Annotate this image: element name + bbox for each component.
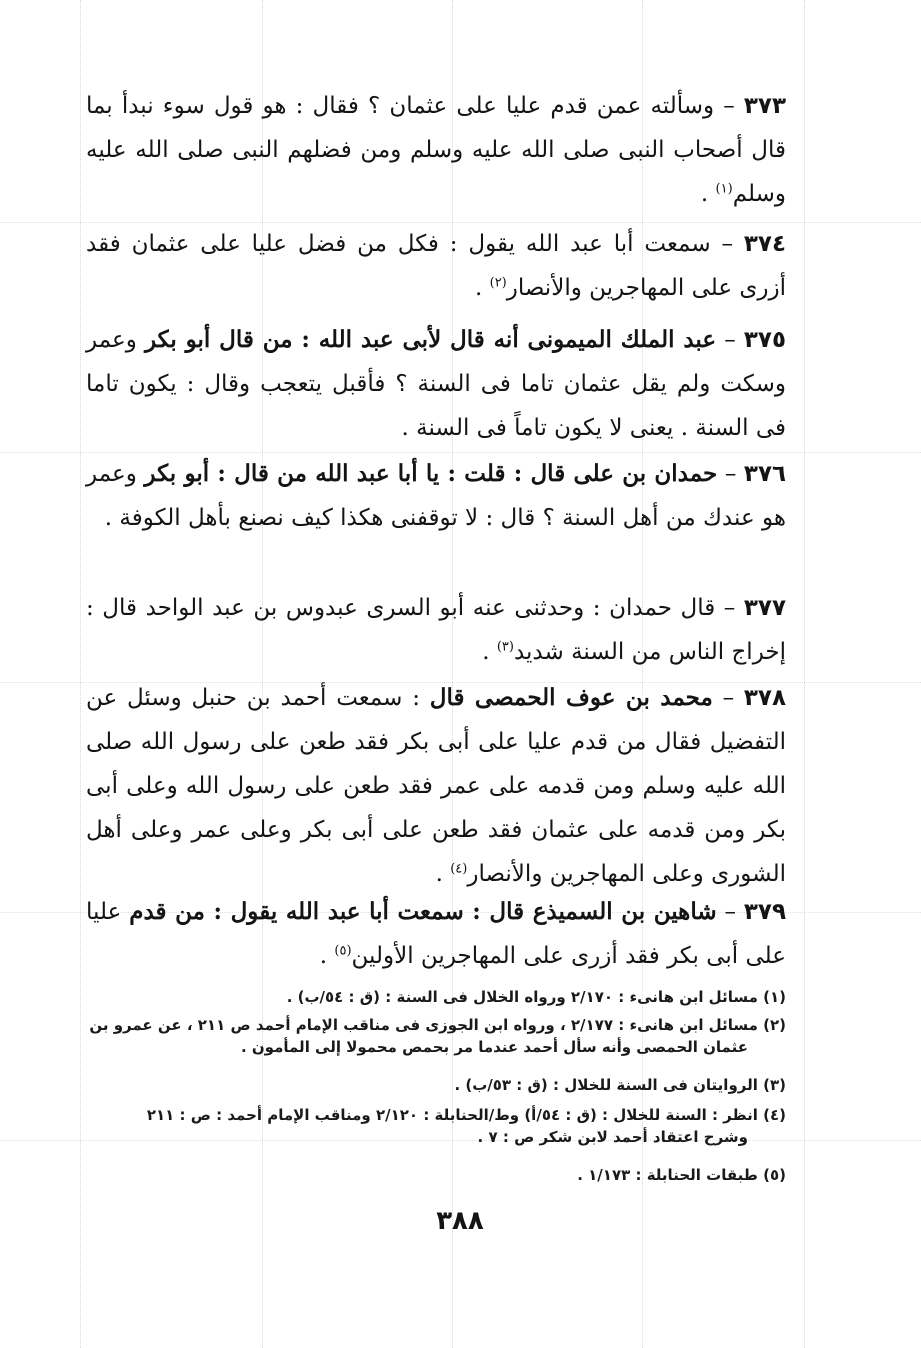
page-number: ٣٨٨ xyxy=(436,1206,484,1236)
footnote-text: الروايتان فى السنة للخلال : (ق : ٥٣/ب) . xyxy=(454,1076,758,1094)
entry-lead: شاهين بن السميذع قال : سمعت أبا عبد الله يقول : من قدم xyxy=(129,898,717,925)
footnote-2 xyxy=(86,1014,786,1058)
footnote-marker: (٤) xyxy=(763,1106,786,1124)
entry-lead: عبد الملك الميمونى أنه قال لأبى عبد الله : من قال أبو بكر xyxy=(144,326,717,353)
entry-378 xyxy=(86,676,786,896)
entry-paragraph: ٣٧٦ – حمدان بن على قال : قلت : يا أبا عبد الله من قال : أبو بكر وعمر هو عندك من أهل السنة ؟ قال : لا توقفنى هكذا كيف نصنع بأهل الكوفة . xyxy=(86,460,787,531)
footnote-1 xyxy=(86,986,786,1008)
entry-374 xyxy=(86,222,786,310)
entry-paragraph: ٣٧٨ – محمد بن عوف الحمصى قال : سمعت أحمد بن حنبل وسئل عن التفضيل فقال من قدم عليا على أبى بكر فقد طعن على رسول الله صلى الله عليه وسلم ومن قدمه على عمر فقد طعن على رسول الله وعلى أبى بكر ومن قدمه على عثمان فقد طعن على أبى بكر وعلى عمر وعلى أهل الشورى وعلى المهاجرين والأنصار$^{(٤)}$ . xyxy=(86,684,786,887)
entry-lead: محمد بن عوف الحمصى قال xyxy=(429,684,713,711)
entry-tail: . xyxy=(474,275,490,301)
entry-number: ٣٧٥ xyxy=(743,327,787,353)
footnote-ref: (٤) xyxy=(450,861,468,877)
footnote-text: طبقات الحنابلة : ١/١٧٣ . xyxy=(577,1166,758,1184)
entry-number: ٣٧٧ xyxy=(743,595,786,621)
footnote-line xyxy=(86,1126,786,1148)
entry-lead: حمدان بن على قال : قلت : يا أبا عبد الله من قال : أبو بكر xyxy=(144,460,718,487)
entry-body: وسألته عمن قدم عليا على عثمان ؟ فقال : هو قول سوء نبدأ بما قال أصحاب النبى صلى الله عليه وسلم ومن فضلهم النبى صلى الله عليه وسلم xyxy=(86,93,786,207)
entry-number: ٣٧٤ xyxy=(743,231,786,257)
entry-376 xyxy=(86,452,786,540)
entry-paragraph: ٣٧٤ – سمعت أبا عبد الله يقول : فكل من فضل عليا على عثمان فقد أزرى على المهاجرين والأنصار$^{(٢)}$ . xyxy=(86,231,786,301)
entry-375 xyxy=(86,318,786,450)
footnote-marker: (٥) xyxy=(763,1166,786,1184)
footnote-3 xyxy=(86,1074,786,1096)
footnote-text: عثمان الحمصى وأنه سأل أحمد عندما مر بحمص محمولا إلى المأمون . xyxy=(240,1038,748,1056)
footnote-line xyxy=(86,1104,786,1126)
guide-line xyxy=(80,0,81,1348)
entry-body: وعمر هو عندك من أهل السنة ؟ قال : لا توقفنى هكذا كيف نصنع بأهل الكوفة . xyxy=(86,461,786,531)
footnote-marker: (٣) xyxy=(763,1076,786,1094)
entry-379 xyxy=(86,890,786,978)
footnote-ref: (٢) xyxy=(489,275,507,291)
entry-body: عليا على أبى بكر فقد أزرى على المهاجرين الأولين xyxy=(86,899,786,969)
entry-paragraph: ٣٧٥ – عبد الملك الميمونى أنه قال لأبى عبد الله : من قال أبو بكر وعمر وسكت ولم يقل عثمان تاما فى السنة ؟ فأقبل يتعجب وقال : يكون تاما فى السنة . يعنى لا يكون تاماً فى السنة . xyxy=(86,326,787,441)
footnote-line xyxy=(86,1014,786,1036)
entry-body: قال حمدان : وحدثنى عنه أبو السرى عبدوس بن عبد الواحد قال : إخراج الناس من السنة شديد xyxy=(86,595,786,665)
entry-body: وعمر وسكت ولم يقل عثمان تاما فى السنة ؟ فأقبل يتعجب وقال : يكون تاما فى السنة . يعنى لا يكون تاماً فى السنة . xyxy=(86,327,786,441)
footnote-text: مسائل ابن هانىء : ٢/١٧٧ ، ورواه ابن الجوزى فى مناقب الإمام أحمد ص ٢١١ ، عن عمرو بن xyxy=(89,1016,758,1034)
footnote-ref: (٥) xyxy=(334,943,352,959)
footnote-line xyxy=(86,1036,786,1058)
entry-number: ٣٧٦ xyxy=(743,461,787,487)
entry-body: سمعت أبا عبد الله يقول : فكل من فضل عليا على عثمان فقد أزرى على المهاجرين والأنصار xyxy=(86,231,786,301)
entry-tail: . xyxy=(700,181,716,207)
footnote-marker: (٢) xyxy=(763,1016,786,1034)
footnote-4 xyxy=(86,1104,786,1148)
entry-373 xyxy=(86,84,786,216)
footnote-text: انظر : السنة للخلال : (ق : ٥٤/أ) وط/الحنابلة : ٢/١٢٠ ومناقب الإمام أحمد : ص : ٢١١ xyxy=(146,1106,758,1124)
footnote-ref: (١) xyxy=(715,181,733,197)
entry-paragraph: ٣٧٩ – شاهين بن السميذع قال : سمعت أبا عبد الله يقول : من قدم عليا على أبى بكر فقد أزرى على المهاجرين الأولين$^{(٥)}$ . xyxy=(86,898,787,969)
entry-377 xyxy=(86,586,786,674)
footnote-text: وشرح اعتقاد أحمد لابن شكر ص : ٧ . xyxy=(477,1128,748,1146)
entry-paragraph: ٣٧٧ – قال حمدان : وحدثنى عنه أبو السرى عبدوس بن عبد الواحد قال : إخراج الناس من السنة شديد$^{(٣)}$ . xyxy=(86,595,786,665)
footnote-5 xyxy=(86,1164,786,1186)
guide-line xyxy=(804,0,805,1348)
entry-paragraph: ٣٧٣ – وسألته عمن قدم عليا على عثمان ؟ فقال : هو قول سوء نبدأ بما قال أصحاب النبى صلى الله عليه وسلم ومن فضلهم النبى صلى الله عليه وسلم$^{(١)}$ . xyxy=(86,93,786,207)
footnote-ref: (٣) xyxy=(496,639,514,655)
entry-number: ٣٧٩ xyxy=(743,899,787,925)
entry-number: ٣٧٨ xyxy=(743,685,786,711)
footnote-text: مسائل ابن هانىء : ٢/١٧٠ ورواه الخلال فى السنة : (ق : ٥٤/ب) . xyxy=(286,988,758,1006)
entry-body: : سمعت أحمد بن حنبل وسئل عن التفضيل فقال من قدم عليا على أبى بكر فقد طعن على رسول الله صلى الله عليه وسلم ومن قدمه على عمر فقد طعن على رسول الله وعلى أبى بكر ومن قدمه على عثمان فقد طعن على أبى بكر وعلى عمر وعلى أهل الشورى وعلى المهاجرين والأنصار xyxy=(86,685,786,887)
entry-tail: . xyxy=(482,639,497,665)
entry-tail: . xyxy=(319,943,335,969)
footnote-marker: (١) xyxy=(763,988,786,1006)
entry-number: ٣٧٣ xyxy=(743,93,786,119)
entry-tail: . xyxy=(435,861,451,887)
